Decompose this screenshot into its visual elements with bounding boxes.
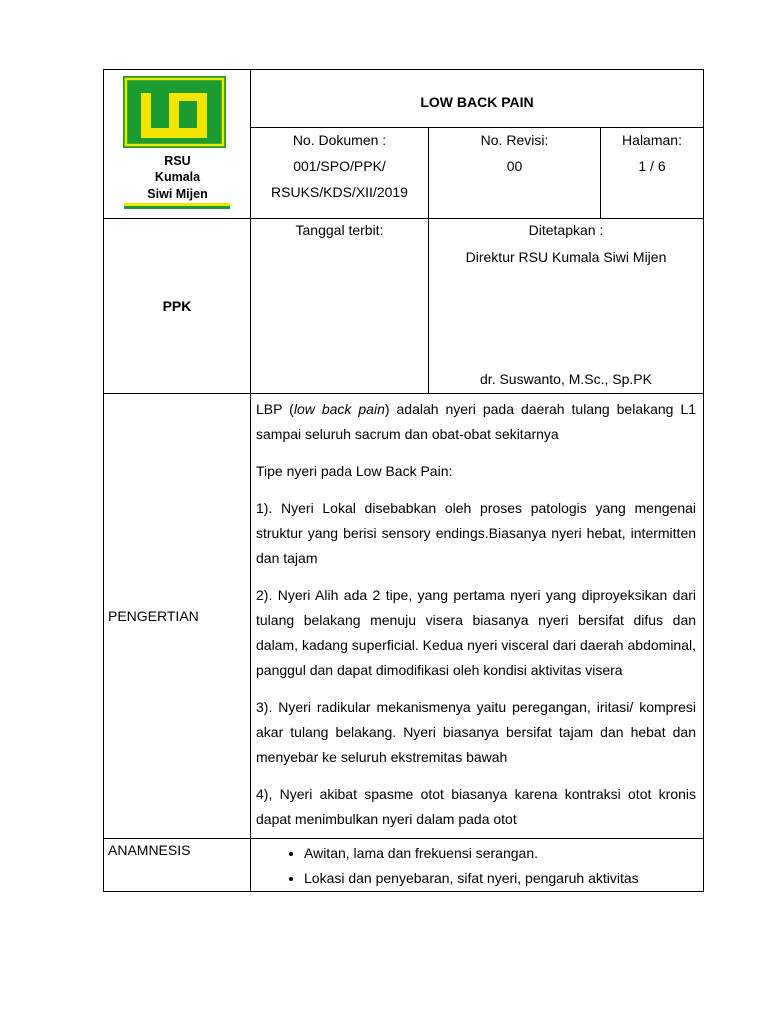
list-item: • Awitan, lama dan frekuensi serangan. [304,841,696,866]
doc-number-label: No. Dokumen : [292,132,387,148]
list-item: • Lokasi dan penyebaran, sifat nyeri, pengaruh aktivitas [304,866,696,891]
approved-label: Ditetapkan : [528,222,604,238]
spo-document [103,69,703,905]
document-title: LOW BACK PAIN [251,70,704,128]
pengertian-paragraph-5: 3). Nyeri radikular mekanismenya yaitu peregangan, iritasi/ kompresi akar tulang belakang. Nyeri biasanya bersifat tajam dan hebat dan menyebar ke seluruh ekstremitas bawah [256,699,697,765]
p1-prefix: LBP ( [256,401,294,417]
anamnesis-list [256,841,696,891]
hospital-logo-icon [123,76,226,148]
doc-number-cell [251,128,429,219]
section-label-pengertian: PENGERTIAN [104,394,251,839]
pengertian-paragraph-2: Tipe nyeri pada Low Back Pain: [256,463,453,479]
doc-number-value-line2: RSUKS/KDS/XII/2019 [271,184,408,200]
hospital-name [104,153,251,202]
p1-italic: low back pain [293,401,385,417]
pengertian-paragraph-1 [256,397,696,447]
pengertian-paragraph-6: 4), Nyeri akibat spasme otot biasanya karena kontraksi otot kronis dapat menimbulkan nyeri dalam pada otot [256,786,697,827]
section-content-pengertian [251,394,704,839]
logo-cell [104,70,251,219]
section-label-anamnesis: ANAMNESIS [104,839,251,892]
pengertian-paragraph-3: 1). Nyeri Lokal disebabkan oleh proses patologis yang mengenai struktur yang berisi sensory endings.Biasanya nyeri hebat, intermitten dan tajam [256,500,697,566]
logo-underline-bar [124,203,230,209]
spo-table [103,69,704,892]
doc-number-value-line1: 001/SPO/PPK/ [293,158,386,174]
issued-date-cell [251,219,429,394]
section-content-anamnesis [251,839,704,892]
approval-cell [429,219,704,394]
approver-title: Direktur RSU Kumala Siwi Mijen [465,248,667,265]
hospital-name-line2: Kumala [154,170,201,185]
revision-label: No. Revisi: [480,132,549,148]
pengertian-paragraph-4: 2). Nyeri Alih ada 2 tipe, yang pertama nyeri yang diproyeksikan dari tulang belakang menuju visera biasanya nyeri bersifat difus dan dalam, kadang superficial. Kedua nyeri visceral dari daerah abdominal, panggul dan dapat dimodifikasi oleh kondisi aktivitas visera [256,587,697,678]
hospital-name-line1: RSU [164,154,191,168]
hospital-name-line3: Siwi Mijen [147,186,208,201]
revision-cell [429,128,601,219]
page-label: Halaman: [622,132,682,148]
page-value: 1 / 6 [638,158,666,174]
issued-date-label: Tanggal terbit: [295,222,384,238]
page-cell [601,128,704,219]
p1-suffix: ) adalah nyeri pada daerah tulang belakang L1 sampai seluruh sacrum dan obat-obat sekitarnya [256,401,697,442]
approver-name: dr. Suswanto, M.Sc., Sp.PK [480,371,652,388]
revision-value: 00 [506,158,523,174]
category-ppk: PPK [104,219,251,394]
